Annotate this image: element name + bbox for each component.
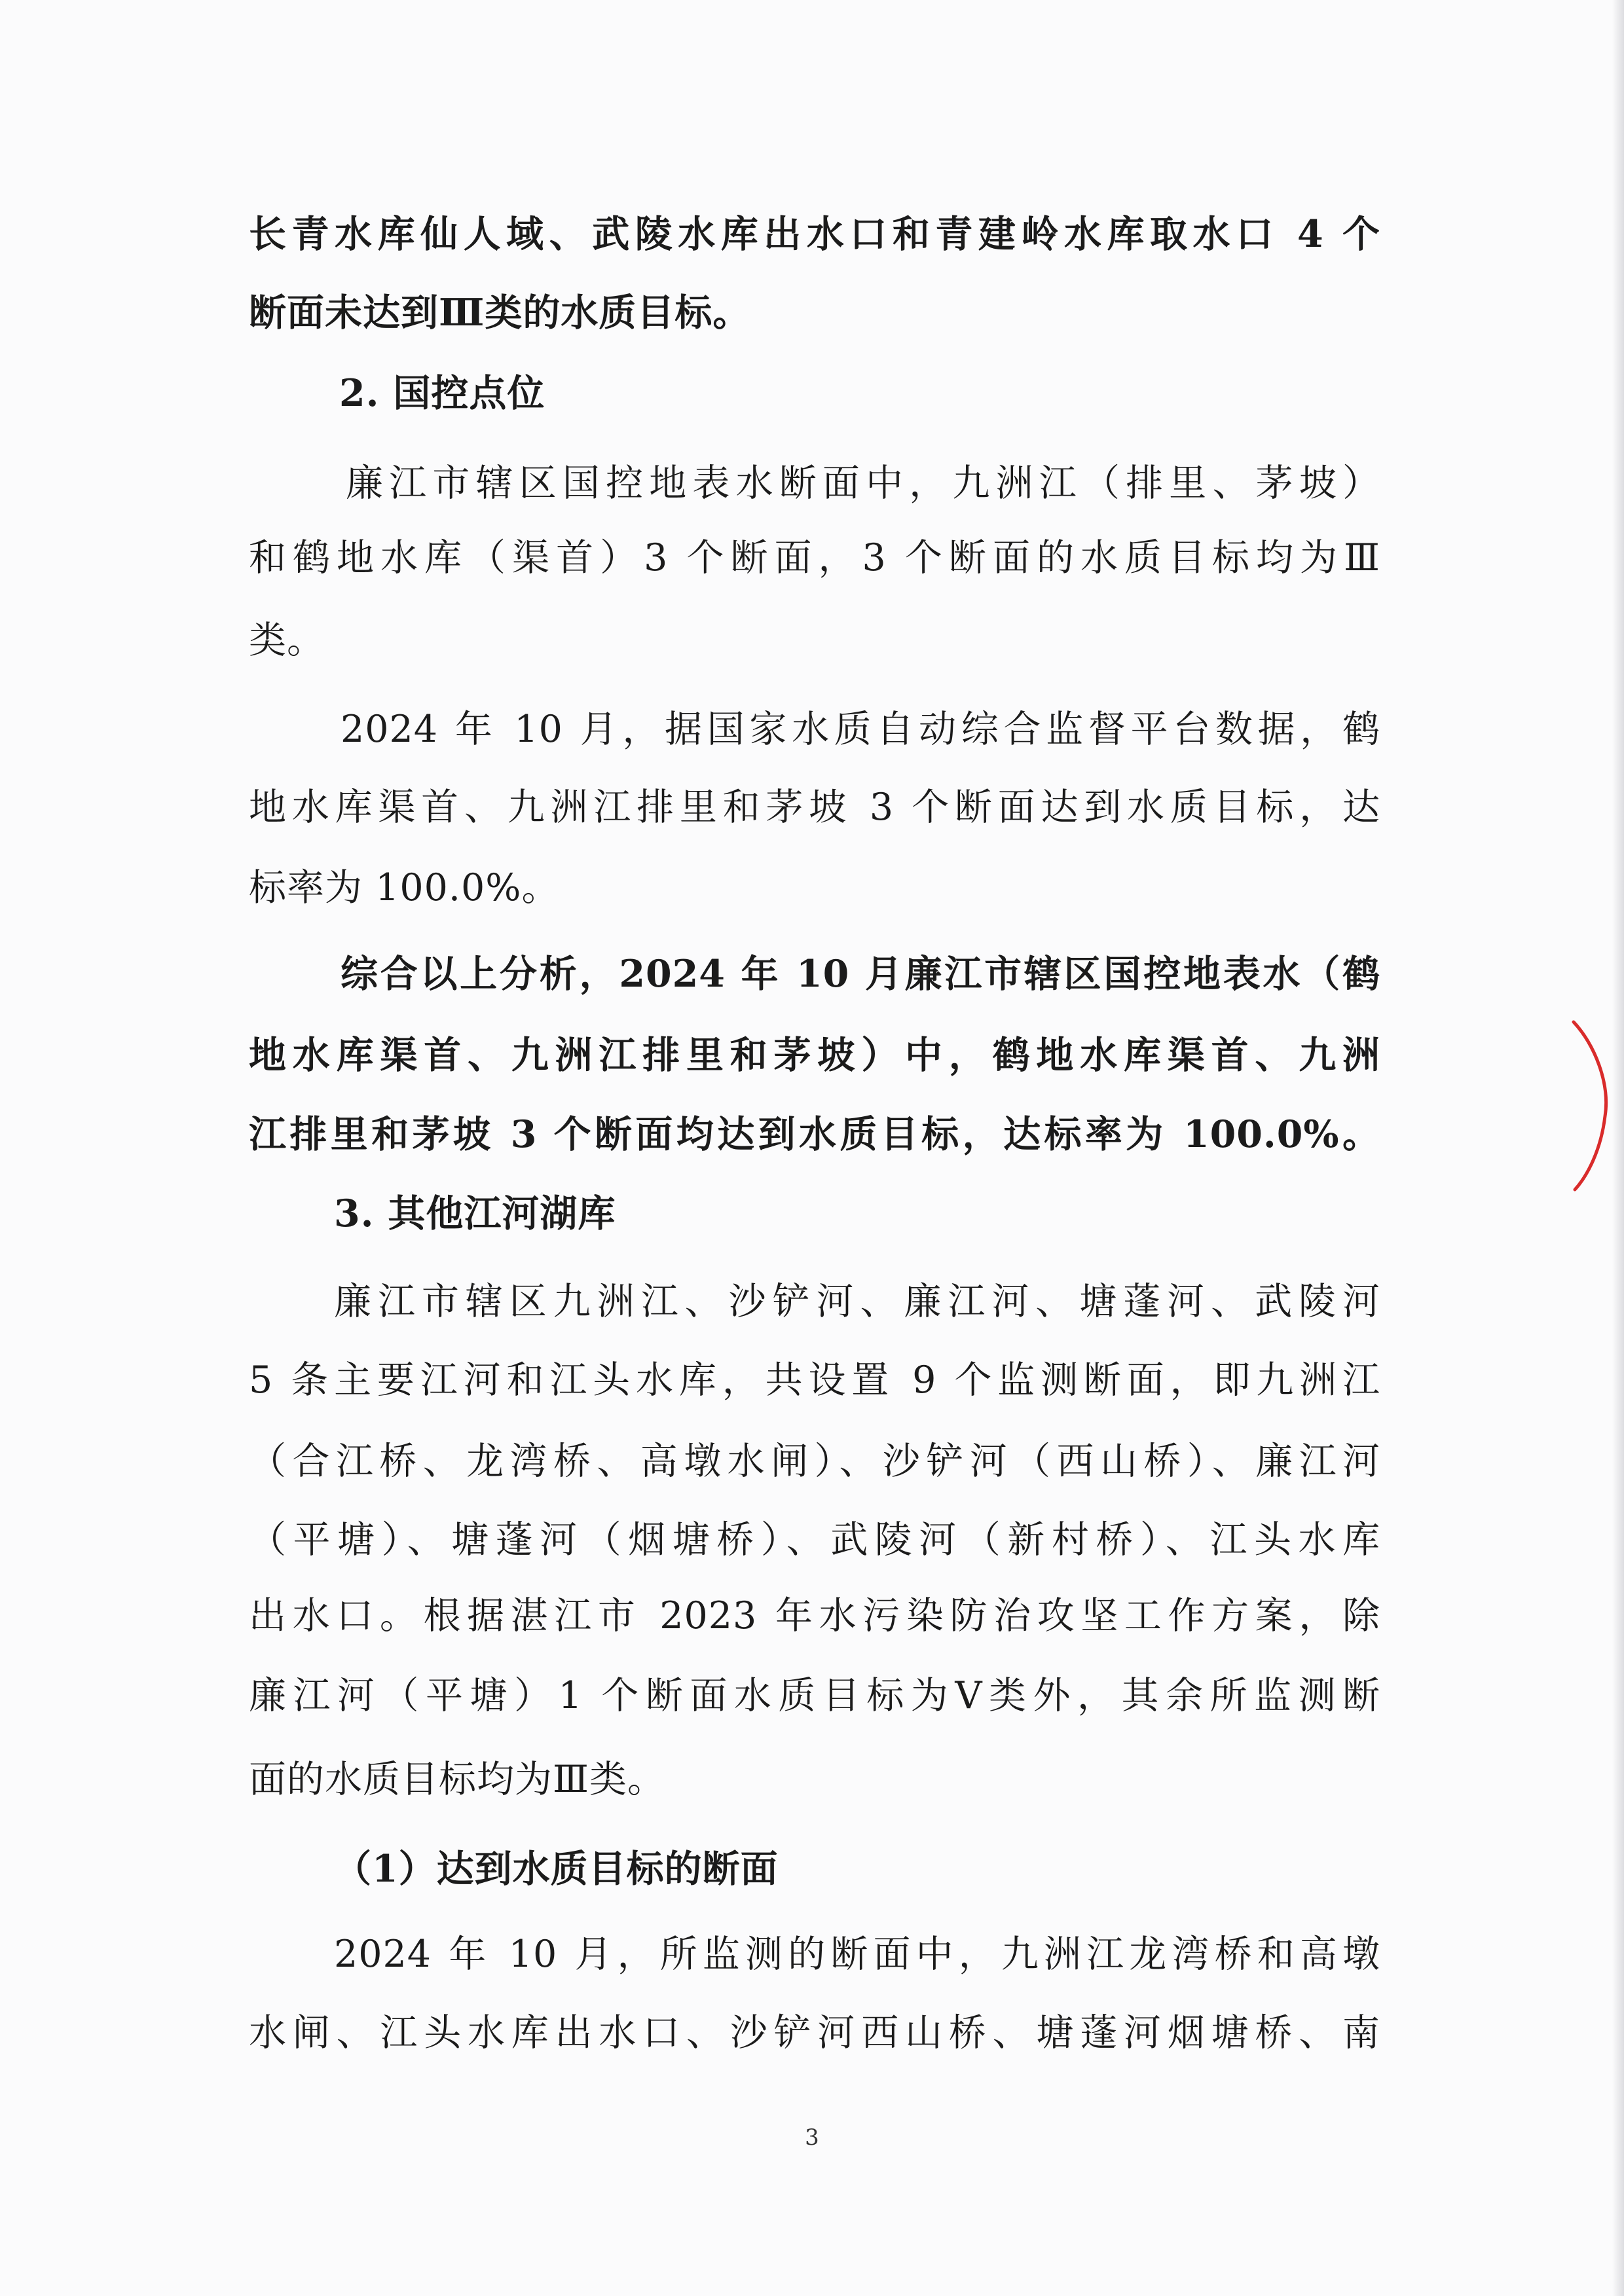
page-number: 3 [805, 2124, 819, 2151]
paragraph-line: （平塘）、塘蓬河（烟塘桥）、武陵河（新村桥）、江头水库 [249, 1518, 1380, 1561]
paragraph-line: 和鹤地水库（渠首）3 个断面，3 个断面的水质目标均为Ⅲ [249, 536, 1380, 579]
section-heading-national-points: 2. 国控点位 [339, 371, 545, 415]
paragraph-line: 廉江市辖区国控地表水断面中，九洲江（排里、茅坡） [346, 462, 1380, 505]
paragraph-line: 廉江河（平塘）1 个断面水质目标为Ⅴ类外，其余所监测断 [249, 1674, 1380, 1717]
section-heading-other-rivers: 3. 其他江河湖库 [334, 1192, 616, 1235]
paragraph-line: 断面未达到Ⅲ类的水质目标。 [249, 291, 751, 335]
paragraph-line: 2024 年 10 月，所监测的断面中，九洲江龙湾桥和高墩 [334, 1933, 1380, 1976]
paragraph-line: 2024 年 10 月，据国家水质自动综合监督平台数据，鹤 [341, 708, 1380, 751]
paragraph-line: 江排里和茅坡 3 个断面均达到水质目标，达标率为 100.0%。 [249, 1112, 1380, 1156]
paragraph-line: 廉江市辖区九洲江、沙铲河、廉江河、塘蓬河、武陵河 [334, 1280, 1380, 1323]
paragraph-line: 长青水库仙人域、武陵水库出水口和青建岭水库取水口 4 个 [249, 212, 1380, 256]
paragraph-line: 综合以上分析，2024 年 10 月廉江市辖区国控地表水（鹤 [341, 952, 1380, 996]
paragraph-line: （合江桥、龙湾桥、高墩水闸）、沙铲河（西山桥）、廉江河 [249, 1440, 1380, 1483]
paragraph-line: 水闸、江头水库出水口、沙铲河西山桥、塘蓬河烟塘桥、南 [249, 2011, 1380, 2054]
subsection-heading-met-target: （1）达到水质目标的断面 [334, 1847, 779, 1891]
paragraph-line: 面的水质目标均为Ⅲ类。 [249, 1758, 665, 1801]
paragraph-line: 类。 [249, 619, 325, 662]
paragraph-line: 出水口。根据湛江市 2023 年水污染防治攻坚工作方案，除 [249, 1594, 1380, 1637]
paragraph-line: 地水库渠首、九洲江排里和茅坡）中，鹤地水库渠首、九洲 [249, 1033, 1380, 1077]
paragraph-line: 5 条主要江河和江头水库，共设置 9 个监测断面，即九洲江 [249, 1358, 1380, 1402]
paragraph-line: 标率为 100.0%。 [249, 866, 560, 909]
red-bracket-mark-icon [1568, 1018, 1614, 1195]
paragraph-line: 地水库渠首、九洲江排里和茅坡 3 个断面达到水质目标，达 [249, 786, 1380, 829]
